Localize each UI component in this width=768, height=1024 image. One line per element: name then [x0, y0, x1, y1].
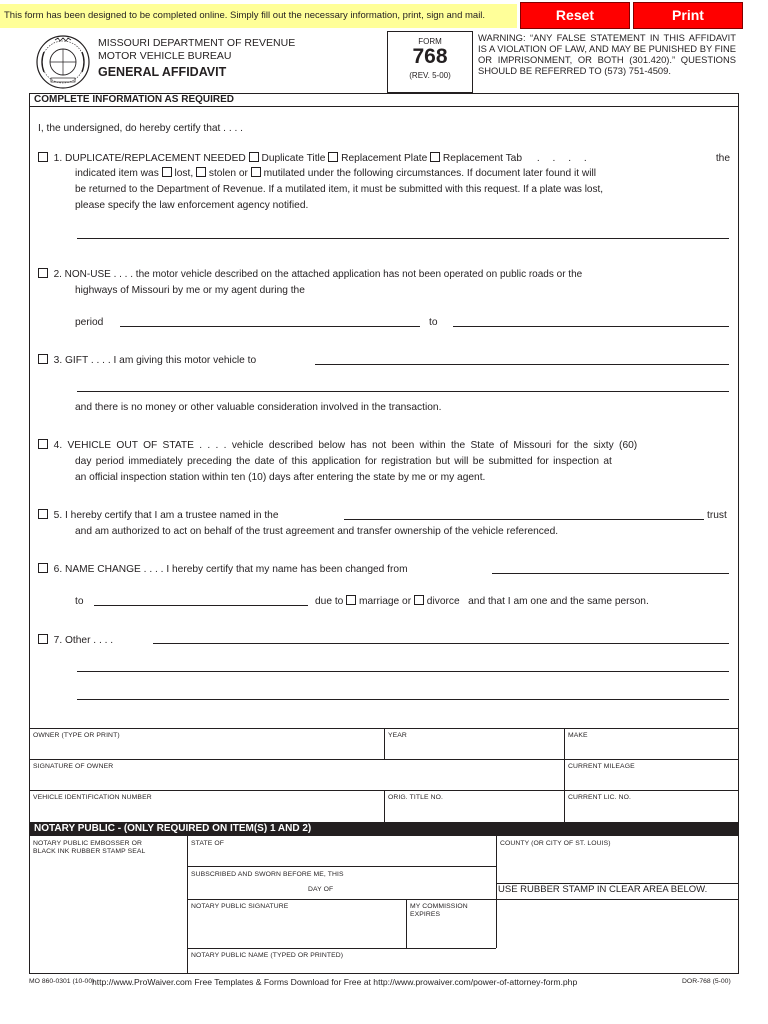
item-1-line-1 [38, 151, 732, 167]
divider [564, 728, 565, 822]
divider [496, 836, 497, 948]
item-7-line-1 [38, 633, 113, 649]
item-5-line-1 [38, 508, 278, 524]
form-number: 768 [412, 45, 448, 68]
divider [187, 899, 739, 900]
gift-recipient-input[interactable] [315, 364, 729, 365]
item-7-label: 7. Other . . . . [53, 635, 114, 646]
divider [187, 836, 188, 974]
seal-label-line-1: NOTARY PUBLIC EMBOSSER OR [33, 840, 143, 847]
form-title: GENERAL AFFIDAVIT [98, 65, 227, 79]
replacement-tab-label: Replacement Tab [442, 153, 523, 164]
county-input[interactable] [498, 849, 737, 881]
rubber-stamp-instruction: USE RUBBER STAMP IN CLEAR AREA BELOW. [498, 884, 708, 895]
notary-signature-field[interactable] [189, 912, 404, 946]
make-input[interactable] [566, 742, 737, 758]
mutilated-label: mutilated under the following circumstances. If document later found it will [263, 168, 597, 179]
year-label: YEAR [388, 732, 407, 739]
item-4-checkbox[interactable] [38, 439, 48, 449]
item-1-details-input[interactable] [77, 238, 729, 239]
lost-checkbox[interactable] [162, 167, 172, 177]
county-label: COUNTY (OR CITY OF ST. LOUIS) [500, 840, 611, 847]
owner-label: OWNER (TYPE OR PRINT) [33, 732, 120, 739]
commission-label-line-2: EXPIRES [410, 911, 441, 918]
former-name-input[interactable] [492, 573, 729, 574]
item-4-line-2: day period immediately preceding the date of this application for registration but will be submitted for inspection at [75, 456, 612, 467]
divider [29, 759, 739, 760]
item-3-label: 3. GIFT . . . . I am giving this motor vehicle to [53, 355, 257, 366]
new-name-label: to [75, 596, 84, 607]
divider [406, 899, 407, 948]
item-2-line-1 [38, 267, 582, 283]
intro-statement: I, the undersigned, do hereby certify that . . . . [38, 123, 243, 134]
period-from-input[interactable] [120, 326, 420, 327]
lost-label: lost, [174, 168, 194, 179]
marriage-checkbox[interactable] [346, 595, 356, 605]
state-label: STATE OF [191, 840, 225, 847]
item-1-line-4: please specify the law enforcement agency notified. [75, 200, 309, 211]
divider [384, 790, 385, 822]
rubber-stamp-area [498, 901, 737, 973]
replacement-plate-label: Replacement Plate [341, 153, 428, 164]
form-code-right: DOR-768 (5-00) [682, 978, 731, 985]
divorce-checkbox[interactable] [414, 595, 424, 605]
other-details-input[interactable] [153, 643, 729, 644]
owner-signature-label: SIGNATURE OF OWNER [33, 763, 114, 770]
item-5-checkbox[interactable] [38, 509, 48, 519]
item-6-label: 6. NAME CHANGE . . . . I hereby certify that my name has been changed from [53, 564, 408, 575]
commission-label-line-1: MY COMMISSION [410, 903, 468, 910]
item-1-leader: . . . . [536, 153, 592, 164]
new-name-input[interactable] [94, 605, 308, 606]
replacement-plate-checkbox[interactable] [328, 152, 338, 162]
notary-name-input[interactable] [189, 960, 494, 973]
license-number-input[interactable] [566, 804, 737, 820]
divider [187, 948, 496, 949]
item-6-line-2 [315, 594, 649, 610]
vin-input[interactable] [31, 804, 382, 820]
day-of-label: DAY OF [308, 886, 334, 893]
seal-area-label [33, 840, 145, 856]
trust-label: trust [707, 510, 727, 521]
notary-heading: NOTARY PUBLIC - (ONLY REQUIRED ON ITEM(S) 1 AND 2) [29, 822, 739, 836]
marriage-label: marriage or [359, 596, 412, 607]
title-number-input[interactable] [386, 804, 562, 820]
sworn-label: SUBSCRIBED AND SWORN BEFORE ME, THIS [191, 871, 344, 878]
duplicate-title-label: Duplicate Title [261, 153, 326, 164]
stolen-label: stolen or [208, 168, 248, 179]
other-details-input-3[interactable] [77, 699, 729, 700]
owner-signature-field[interactable] [31, 773, 562, 789]
owner-input[interactable] [31, 742, 382, 758]
period-to-input[interactable] [453, 326, 729, 327]
commission-label [410, 903, 468, 919]
bureau-name: MOTOR VEHICLE BUREAU [98, 50, 232, 62]
divider [187, 866, 496, 867]
form-label: FORM [418, 37, 442, 46]
title-number-label: ORIG. TITLE NO. [388, 794, 444, 801]
other-details-input-2[interactable] [77, 671, 729, 672]
replacement-tab-checkbox[interactable] [430, 152, 440, 162]
duplicate-title-checkbox[interactable] [249, 152, 259, 162]
notary-signature-label: NOTARY PUBLIC SIGNATURE [191, 903, 289, 910]
vin-label: VEHICLE IDENTIFICATION NUMBER [33, 794, 152, 801]
section-heading: COMPLETE INFORMATION AS REQUIRED [29, 93, 739, 107]
seal-label-line-2: BLACK INK RUBBER STAMP SEAL [33, 848, 146, 855]
same-person-label: and that I am one and the same person. [468, 596, 649, 607]
item-1-line-2 [75, 166, 731, 182]
due-to-label: due to [315, 596, 344, 607]
state-input[interactable] [189, 849, 494, 865]
legal-warning: WARNING: “ANY FALSE STATEMENT IN THIS AFFIDAVIT IS A VIOLATION OF LAW, AND MAY BE PUNISHED BY FINE OR IMPRISONMENT, OR BOTH (301.420).” QUESTIONS SHOULD BE REFERRED TO (573) 751-4509. [478, 32, 736, 76]
license-number-label: CURRENT LIC. NO. [568, 794, 632, 801]
form-number-box [387, 31, 473, 93]
item-2-checkbox[interactable] [38, 268, 48, 278]
item-2-line-2: highways of Missouri by me or my agent during the [75, 285, 305, 296]
gift-recipient-input-2[interactable] [77, 391, 729, 392]
notary-name-label: NOTARY PUBLIC NAME (TYPED OR PRINTED) [191, 952, 344, 959]
form-revision: (REV. 5-00) [409, 71, 451, 80]
mileage-label: CURRENT MILEAGE [568, 763, 635, 770]
item-1-checkbox[interactable] [38, 152, 48, 162]
item-4-line-3: an official inspection station within ten (10) days after entering the state by me or my agent. [75, 472, 486, 483]
form-code-left: MO 860-0301 (10-00) [29, 978, 95, 985]
agency-block [98, 37, 295, 79]
make-label: MAKE [568, 732, 588, 739]
item-3-line-1 [38, 353, 256, 369]
reset-button[interactable]: Reset [520, 2, 630, 29]
download-source-link[interactable]: http://www.ProWaiver.com Free Templates & Forms Download for Free at http://www.prowaiver.com/power-of-attorney-form.php [92, 977, 578, 987]
period-label: period [75, 317, 104, 328]
state-seal-icon [35, 34, 91, 90]
item-3-checkbox[interactable] [38, 354, 48, 364]
divider [384, 728, 385, 759]
trust-name-input[interactable] [344, 519, 704, 520]
item-3-line-2: and there is no money or other valuable consideration involved in the transaction. [75, 402, 442, 413]
print-button[interactable]: Print [633, 2, 743, 29]
commission-expires-input[interactable] [408, 920, 494, 946]
online-form-notice: This form has been designed to be completed online. Simply fill out the necessary information, print, sign and mail. [0, 4, 517, 28]
item-4-label: 4. VEHICLE OUT OF STATE . . . . vehicle described below has not been within the State of Missouri for the sixty (60) [53, 440, 638, 451]
mileage-input[interactable] [566, 773, 737, 789]
item-1-indicated: indicated item was [75, 168, 159, 179]
item-4-line-1 [38, 438, 732, 454]
item-1-line-3: be returned to the Department of Revenue. If a mutilated item, it must be submitted with this request. If a plate was lost, [75, 184, 604, 195]
item-6-checkbox[interactable] [38, 563, 48, 573]
item-6-line-1 [38, 562, 408, 578]
agency-name: MISSOURI DEPARTMENT OF REVENUE [98, 37, 296, 49]
item-7-checkbox[interactable] [38, 634, 48, 644]
item-1-label: 1. DUPLICATE/REPLACEMENT NEEDED [53, 153, 246, 164]
item-5-label: 5. I hereby certify that I am a trustee named in the [53, 510, 279, 521]
year-input[interactable] [386, 742, 562, 758]
online-form-banner [0, 0, 768, 32]
period-to-label: to [429, 317, 438, 328]
item-2-label: 2. NON-USE . . . . the motor vehicle described on the attached application has not been operated on public roads or the [53, 269, 583, 280]
stolen-checkbox[interactable] [196, 167, 206, 177]
item-5-line-2: and am authorized to act on behalf of the trust agreement and transfer ownership of the vehicle referenced. [75, 526, 559, 537]
divorce-label: divorce [426, 596, 460, 607]
item-1-the: the [715, 153, 730, 164]
mutilated-checkbox[interactable] [251, 167, 261, 177]
